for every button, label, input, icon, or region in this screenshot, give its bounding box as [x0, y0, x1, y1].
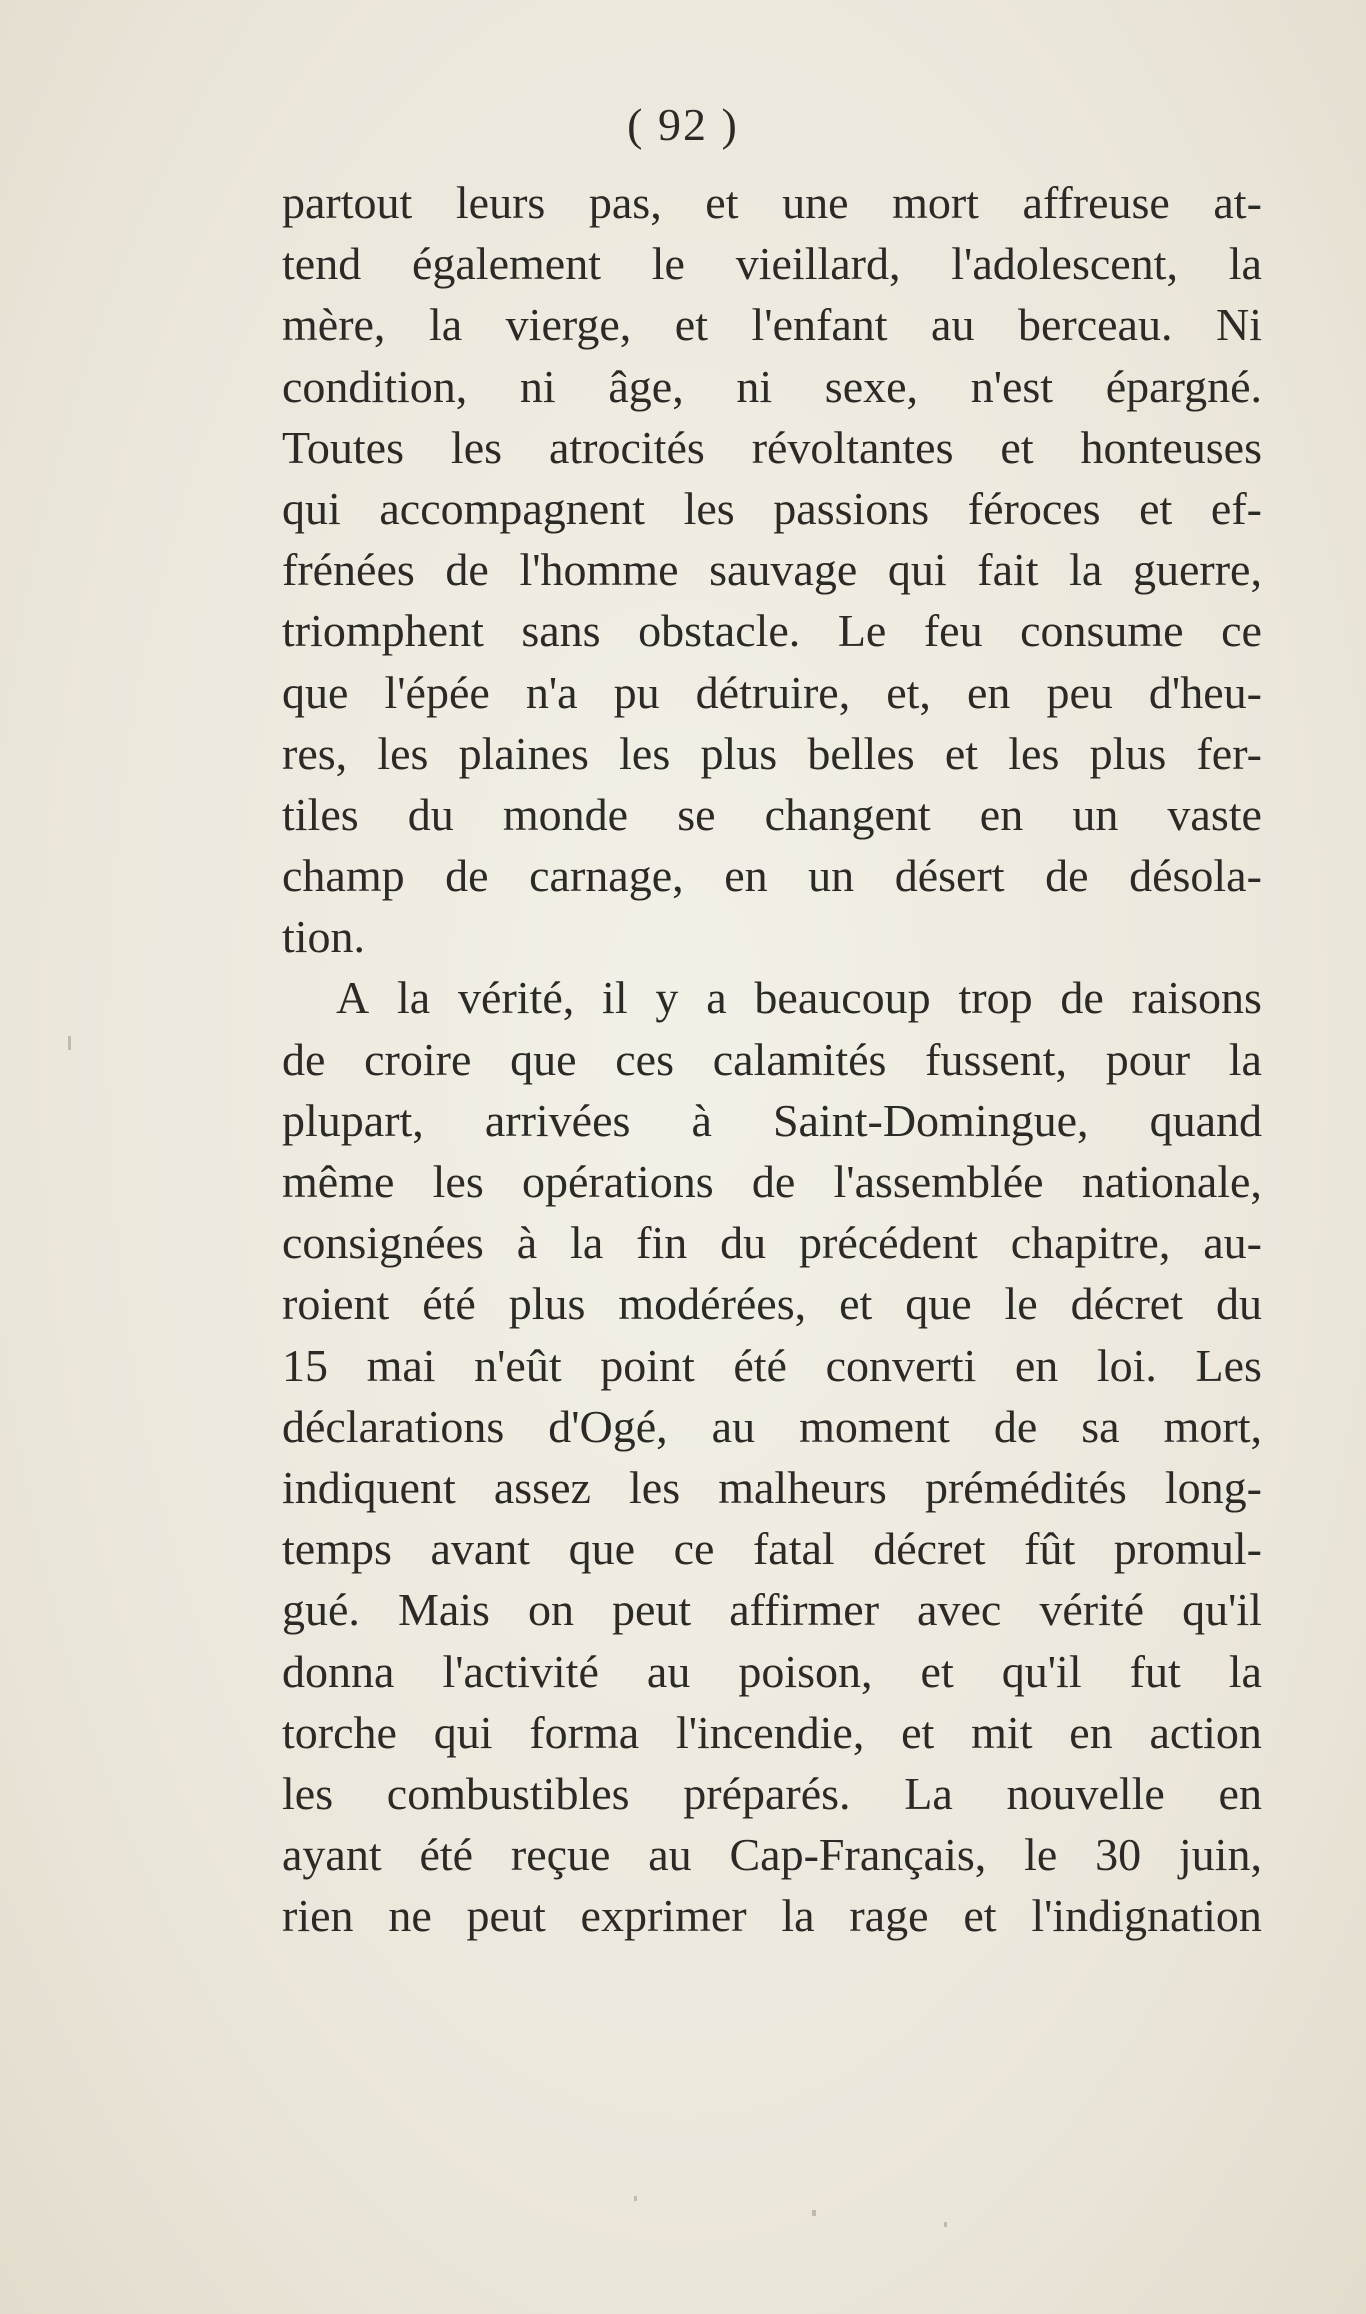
paper-mark	[68, 1036, 71, 1050]
text-line: les combustibles préparés. La nouvelle en	[282, 1767, 1262, 1819]
text-line: A la vérité, il y a beaucoup trop de raisons	[336, 972, 1262, 1024]
text-line: Toutes les atrocités révoltantes et honteuses	[282, 421, 1262, 473]
text-line: roient été plus modérées, et que le décret du	[282, 1278, 1262, 1330]
text-line: qui accompagnent les passions féroces et ef-	[282, 482, 1262, 534]
body-text	[282, 172, 1262, 1946]
text-line: donna l'activité au poison, et qu'il fut la	[282, 1645, 1262, 1697]
text-line: tion.	[282, 911, 366, 963]
text-line: condition, ni âge, ni sexe, n'est épargné.	[282, 360, 1262, 412]
text-line: frénées de l'homme sauvage qui fait la guerre,	[282, 544, 1262, 596]
text-line: même les opérations de l'assemblée nationale,	[282, 1156, 1262, 1207]
text-line: 15 mai n'eût point été converti en loi. Les	[282, 1339, 1262, 1391]
text-line: triomphent sans obstacle. Le feu consume ce	[282, 605, 1262, 657]
text-line: indiquent assez les malheurs prémédités long-	[282, 1461, 1262, 1513]
text-line: consignées à la fin du précédent chapitre, au-	[282, 1217, 1262, 1269]
text-line: mère, la vierge, et l'enfant au berceau. Ni	[282, 299, 1262, 351]
paper-mark	[634, 2196, 637, 2201]
text-line: que l'épée n'a pu détruire, et, en peu d'heu-	[282, 666, 1262, 718]
paper-mark	[944, 2222, 947, 2227]
text-line: plupart, arrivées à Saint-Domingue, quand	[282, 1094, 1262, 1146]
text-line: déclarations d'Ogé, au moment de sa mort,	[282, 1400, 1262, 1452]
paper-mark	[812, 2210, 816, 2216]
page-number: ( 92 )	[627, 99, 739, 150]
paragraph-1	[282, 172, 1262, 967]
text-line: ayant été reçue au Cap-Français, le 30 juin,	[282, 1829, 1262, 1881]
paragraph-2	[282, 967, 1262, 1946]
text-line: temps avant que ce fatal décret fût promul-	[282, 1523, 1262, 1575]
text-line: rien ne peut exprimer la rage et l'indignation	[282, 1890, 1262, 1942]
text-line: res, les plaines les plus belles et les plus fer-	[282, 727, 1262, 779]
text-line: champ de carnage, en un désert de désola-	[282, 850, 1262, 902]
text-line: tiles du monde se changent en un vaste	[282, 788, 1262, 840]
text-line: torche qui forma l'incendie, et mit en action	[282, 1706, 1262, 1758]
text-line: partout leurs pas, et une mort affreuse at-	[282, 177, 1262, 228]
text-line: gué. Mais on peut affirmer avec vérité qu'il	[282, 1584, 1262, 1636]
text-line: de croire que ces calamités fussent, pour la	[282, 1033, 1262, 1085]
text-line: tend également le vieillard, l'adolescent, la	[282, 238, 1262, 290]
